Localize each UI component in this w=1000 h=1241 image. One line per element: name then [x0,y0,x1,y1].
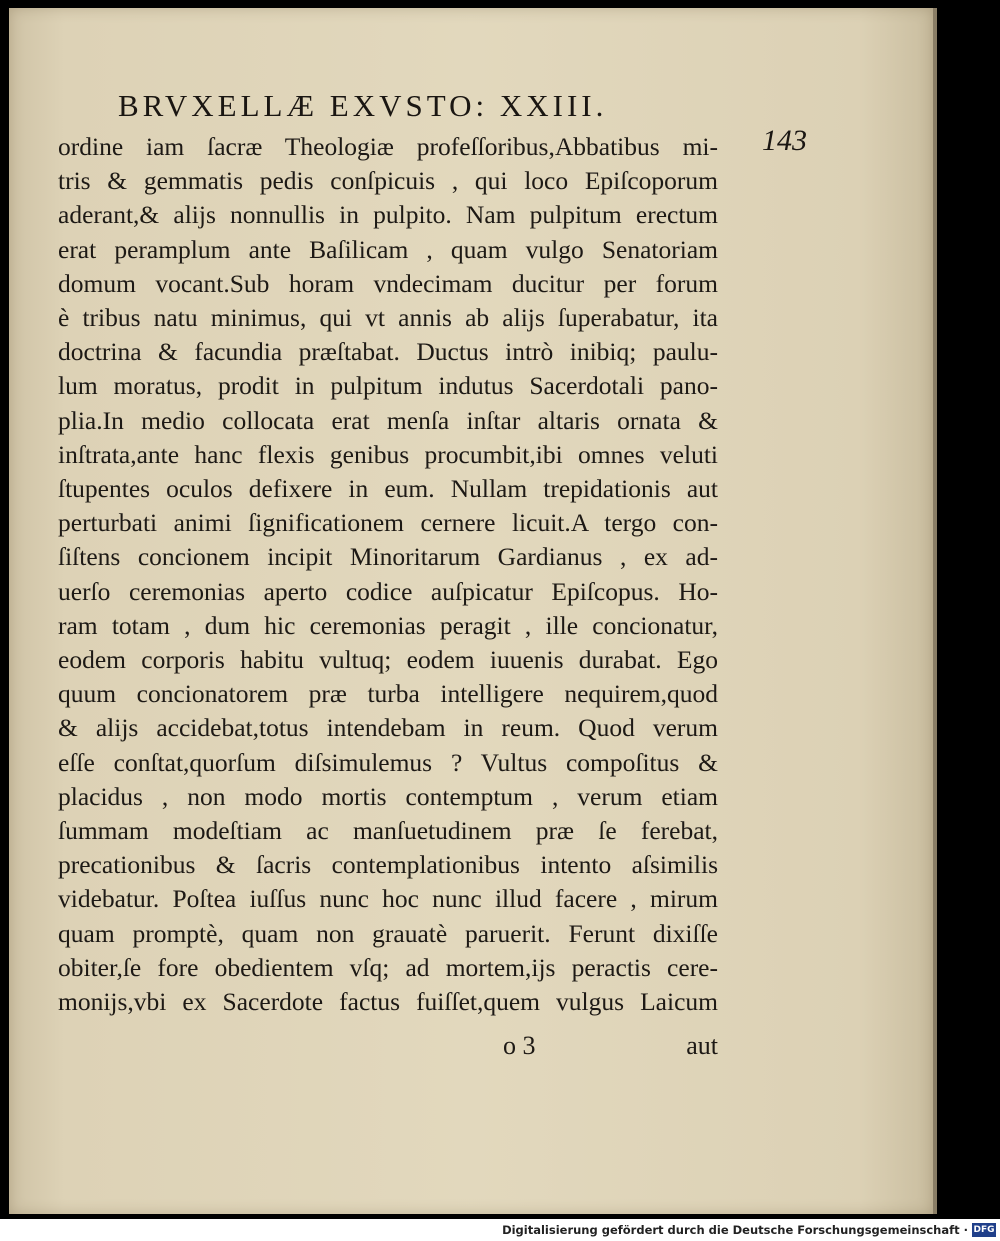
text-line: quam promptè, quam non grauatè paruerit. Ferunt dixiſſe [58,918,718,948]
text-line: ram totam , dum hic ceremonias peragit , ille concionatur, [58,610,718,640]
text-line: placidus , non modo mortis contemptum , verum etiam [58,781,718,811]
text-line: eodem corporis habitu vultuq; eodem iuuenis durabat. Ego [58,645,718,675]
page-edge [933,8,937,1214]
text-line: perturbati animi ſignificationem cernere licuit.A tergo con- [58,508,718,538]
page-number: 143 [762,124,807,157]
text-line: plia.In medio collocata erat menſa inſtar altaris ornata & [58,405,718,435]
running-head: BRVXELLÆ EXVSTO: XXIII. [118,88,608,123]
funding-note: Digitalisierung gefördert durch die Deutsche Forschungsgemeinschaft · [502,1223,968,1237]
dfg-logo: DFG [973,1225,995,1235]
text-line: monijs,vbi ex Sacerdote factus fuiſſet,quem vulgus Laicum [58,987,718,1017]
text-line: è tribus natu minimus, qui vt annis ab alijs ſuperabatur, ita [58,303,718,333]
page-footer [58,1031,718,1065]
text-line: inſtrata,ante hanc flexis genibus procumbit,ibi omnes veluti [58,439,718,469]
text-line: videbatur. Poſtea iuſſus nunc hoc nunc illud facere , mirum [58,884,718,914]
text-line: ſtupentes oculos defixere in eum. Nullam trepidationis aut [58,474,718,504]
text-line: ſiſtens concionem incipit Minoritarum Gardianus , ex ad- [58,542,718,572]
signature-mark: o 3 [503,1031,536,1060]
text-line: ſummam modeſtiam ac manſuetudinem præ ſe ferebat, [58,816,718,846]
text-line: quum concionatorem præ turba intelligere nequirem,quod [58,679,718,709]
text-line: & alijs accidebat,totus intendebam in reum. Quod verum [58,713,718,743]
text-line: ordine iam ſacræ Theologiæ profeſſoribus,Abbatibus mi- [58,132,718,161]
text-line: erat peramplum ante Baſilicam , quam vulgo Senatoriam [58,234,718,264]
funding-bar [0,1219,1000,1241]
text-line: uerſo ceremonias aperto codice auſpicatur Epiſcopus. Ho- [58,576,718,606]
catchword: aut [686,1031,718,1060]
body-text [58,130,718,1019]
text-line: lum moratus, prodit in pulpitum indutus Sacerdotali pano- [58,371,718,401]
text-line: eſſe conſtat,quorſum diſsimulemus ? Vultus compoſitus & [58,747,718,777]
text-line: obiter,ſe fore obedientem vſq; ad mortem,ijs peractis cere- [58,952,718,982]
text-line: tris & gemmatis pedis conſpicuis , qui loco Epiſcoporum [58,166,718,196]
text-line: aderant,& alijs nonnullis in pulpito. Nam pulpitum erectum [58,200,718,230]
text-line: domum vocant.Sub horam vndecimam ducitur per forum [58,268,718,298]
text-line: precationibus & ſacris contemplationibus intento aſsimilis [58,850,718,880]
text-line: doctrina & facundia præſtabat. Ductus intrò inibiq; paulu- [58,337,718,367]
